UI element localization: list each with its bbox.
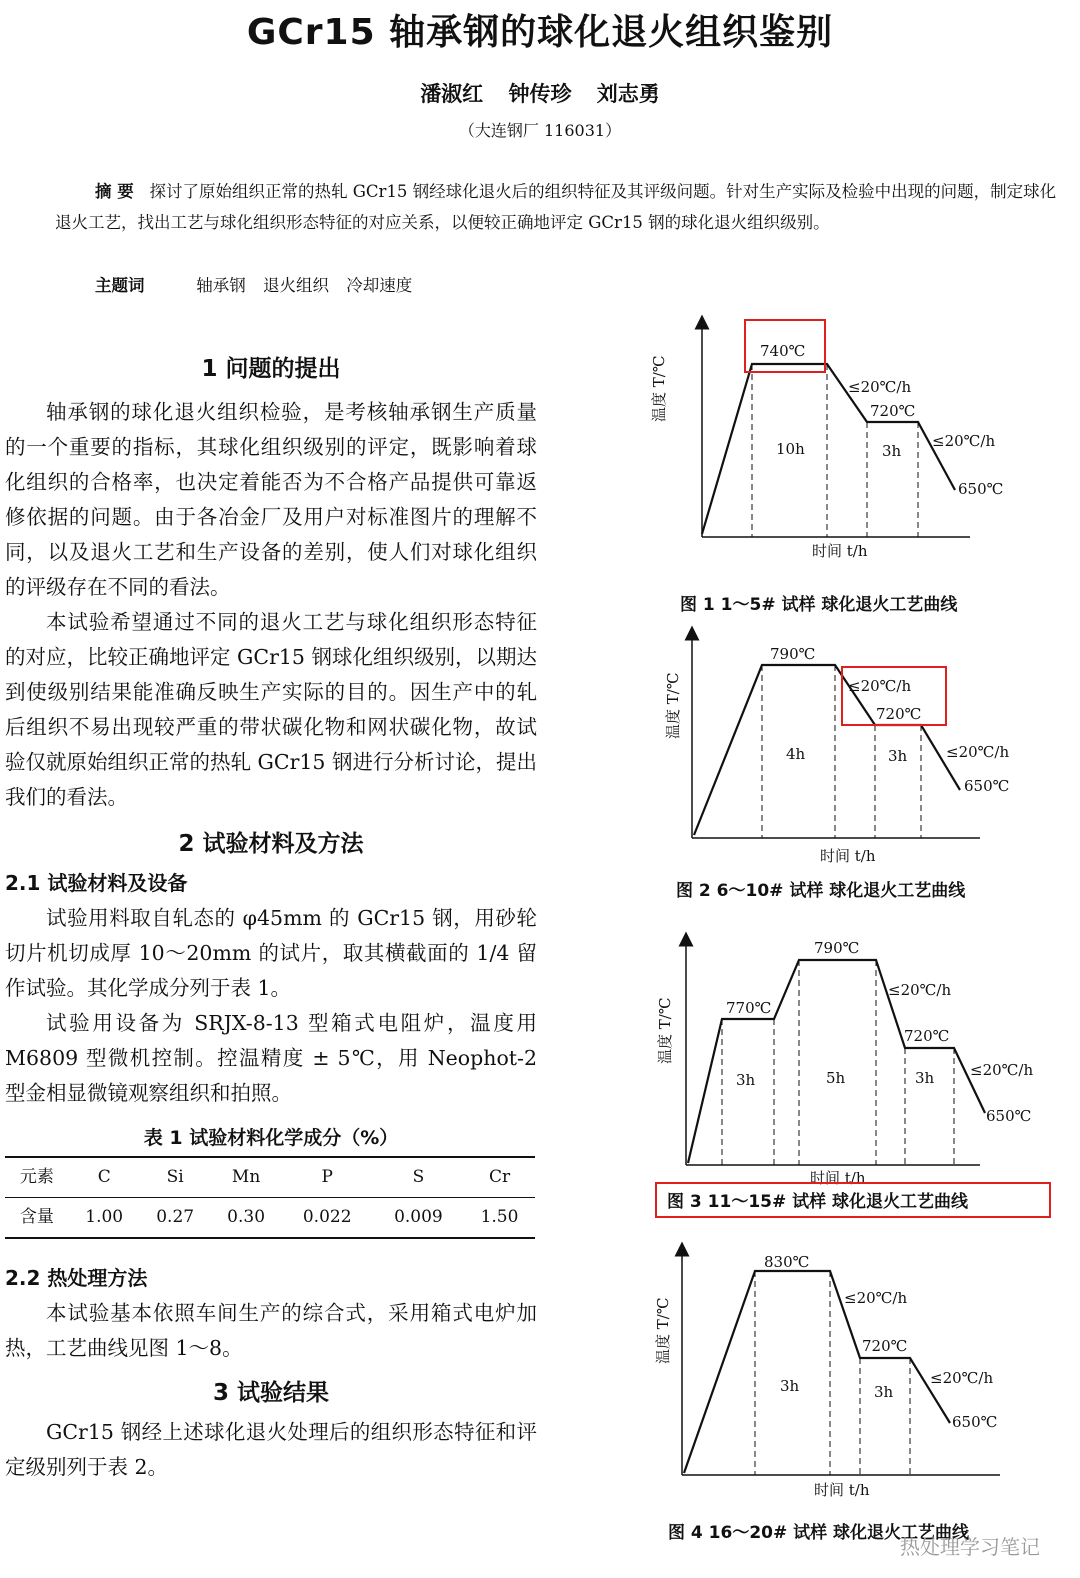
table-header-cell: Mn (231, 1167, 261, 1187)
rate-label: ≤20℃/h (932, 432, 996, 450)
temp-label: 770℃ (726, 999, 772, 1017)
authors: 潘淑红 钟传珍 刘志勇 (420, 82, 660, 106)
table-cell: 1.00 (85, 1207, 124, 1227)
table-row (5, 1198, 535, 1239)
table-1-caption: 表 1 试验材料化学成分（%） (143, 1127, 399, 1149)
section-3-heading: 3 试验结果 (212, 1380, 329, 1406)
y-axis-label: 温度 T/℃ (654, 1297, 672, 1364)
figure-4-chart (654, 1245, 1060, 1499)
section-1-heading: 1 问题的提出 (201, 356, 341, 382)
section-2-paragraph-1: 试验用料取自轧态的 φ45mm 的 GCr15 钢，用砂轮切片机切成厚 10～20mm 的试片，取其横截面的 1/4 留作试验。其化学成分列于表 1。 (5, 906, 537, 1000)
rate-label: ≤20℃/h (848, 677, 912, 695)
table-header-cell: C (97, 1167, 111, 1187)
hold-time-label: 4h (786, 745, 806, 763)
chemical-composition-table (5, 1156, 535, 1239)
keywords (95, 272, 412, 296)
keywords-list: 轴承钢 退火组织 冷却速度 (196, 276, 413, 295)
affiliation: （大连钢厂 116031） (458, 121, 622, 140)
figure-3-chart (656, 935, 1060, 1187)
table-header-cell: P (321, 1167, 333, 1187)
figure-1-caption: 图 1 1～5# 试样 球化退火工艺曲线 (680, 595, 958, 615)
watermark: 热处理学习笔记 (900, 1535, 1040, 1559)
x-axis-label: 时间 t/h (814, 1481, 870, 1499)
hold-time-label: 3h (882, 442, 902, 460)
table-header-cell: 元素 (19, 1167, 54, 1187)
table-header-cell: Si (166, 1167, 184, 1187)
process-curve (702, 364, 955, 534)
subsection-2-1-heading: 2.1 试验材料及设备 (5, 871, 188, 895)
x-axis-label: 时间 t/h (820, 847, 876, 865)
section-2-paragraph-3: 本试验基本依照车间生产的综合式，采用箱式电炉加热，工艺曲线见图 1～8。 (5, 1301, 537, 1360)
table-header-row (5, 1157, 535, 1198)
temp-label: 790℃ (770, 645, 816, 663)
table-cell: 0.022 (302, 1207, 352, 1227)
temp-label: 650℃ (958, 480, 1004, 498)
table-cell: 0.009 (394, 1207, 443, 1227)
figure-1-chart (650, 312, 1060, 562)
table-cell: 0.27 (156, 1207, 195, 1227)
rate-label: ≤20℃/h (844, 1289, 908, 1307)
keywords-label: 主题词 (95, 276, 145, 295)
hold-time-label: 10h (776, 440, 805, 458)
temp-label: 740℃ (760, 342, 806, 360)
temp-label: 720℃ (876, 705, 922, 723)
temp-label: 830℃ (764, 1253, 810, 1271)
abstract-label: 摘 要 (95, 182, 134, 201)
section-2-paragraph-2: 试验用设备为 SRJX-8-13 型箱式电阻炉，温度用 M6809 型微机控制。控温精度 ± 5℃，用 Neophot-2 型金相显微镜观察组织和拍照。 (5, 1011, 537, 1105)
rate-label: ≤20℃/h (888, 981, 952, 999)
abstract-text: 探讨了原始组织正常的热轧 GCr15 钢经球化退火后的组织特征及其评级问题。针对生产实际及检验中出现的问题，制定球化退火工艺，找出工艺与球化组织形态特征的对应关系，以便较正确地评定 GCr15 钢的球化退火组织级别。 (55, 182, 1057, 232)
paper-title: GCr15 轴承钢的球化退火组织鉴别 (246, 12, 834, 53)
temp-label: 720℃ (870, 402, 916, 420)
section-1-paragraph-1: 轴承钢的球化退火组织检验，是考核轴承钢生产质量的一个重要的指标，其球化组织级别的评定，既影响着球化组织的合格率，也决定着能否为不合格产品提供可靠返修依据的问题。由于各冶金厂及用户对标准图片的理解不同，以及退火工艺和生产设备的差别，使人们对球化组织的评级存在不同的看法。 (5, 400, 537, 599)
temp-label: 720℃ (862, 1337, 908, 1355)
section-1-paragraph-2: 本试验希望通过不同的退火工艺与球化组织形态特征的对应，比较正确地评定 GCr15 钢球化组织级别，以期达到使级别结果能准确反映生产实际的目的。因生产中的轧后组织不易出现较严重的带状碳化物和网状碳化物，故试验仅就原始组织正常的热轧 GCr15 钢进行分析讨论，提出我们的看法。 (5, 610, 537, 809)
figure-2-chart (664, 625, 1060, 875)
table-header-cell: S (412, 1167, 425, 1187)
subsection-2-2-heading: 2.2 热处理方法 (5, 1266, 148, 1290)
temp-label: 650℃ (952, 1413, 998, 1431)
figure-4-caption: 图 4 16～20# 试样 球化退火工艺曲线 (668, 1523, 970, 1543)
left-column (5, 352, 537, 1485)
hold-time-label: 3h (888, 747, 908, 765)
abstract (55, 176, 1065, 238)
x-axis-label: 时间 t/h (812, 542, 868, 560)
rate-label: ≤20℃/h (848, 378, 912, 396)
table-cell: 1.50 (480, 1207, 519, 1227)
table-header-cell: Cr (488, 1167, 511, 1187)
hold-time-label: 3h (915, 1069, 935, 1087)
rate-label: ≤20℃/h (946, 743, 1010, 761)
temp-label: 650℃ (986, 1107, 1032, 1125)
y-axis-label: 温度 T/℃ (650, 355, 668, 422)
hold-time-label: 3h (736, 1071, 756, 1089)
y-axis-label: 温度 T/℃ (664, 672, 682, 739)
figure-2-caption: 图 2 6～10# 试样 球化退火工艺曲线 (676, 881, 966, 901)
rate-label: ≤20℃/h (970, 1061, 1034, 1079)
x-axis-label: 时间 t/h (810, 1169, 866, 1187)
process-curve (694, 665, 960, 835)
y-axis-label: 温度 T/℃ (656, 997, 674, 1064)
rate-label: ≤20℃/h (930, 1369, 994, 1387)
temp-label: 720℃ (904, 1027, 950, 1045)
table-cell: 0.30 (227, 1207, 266, 1227)
temp-label: 790℃ (814, 939, 860, 957)
hold-time-label: 3h (874, 1383, 894, 1401)
temp-label: 650℃ (964, 777, 1010, 795)
section-3-paragraph-1: GCr15 钢经上述球化退火处理后的组织形态特征和评定级别列于表 2。 (5, 1420, 537, 1479)
hold-time-label: 3h (780, 1377, 800, 1395)
figure-3-caption: 图 3 11～15# 试样 球化退火工艺曲线 (655, 1182, 1051, 1218)
table-cell: 含量 (19, 1207, 54, 1227)
section-2-heading: 2 试验材料及方法 (178, 831, 364, 857)
hold-time-label: 5h (826, 1069, 846, 1087)
